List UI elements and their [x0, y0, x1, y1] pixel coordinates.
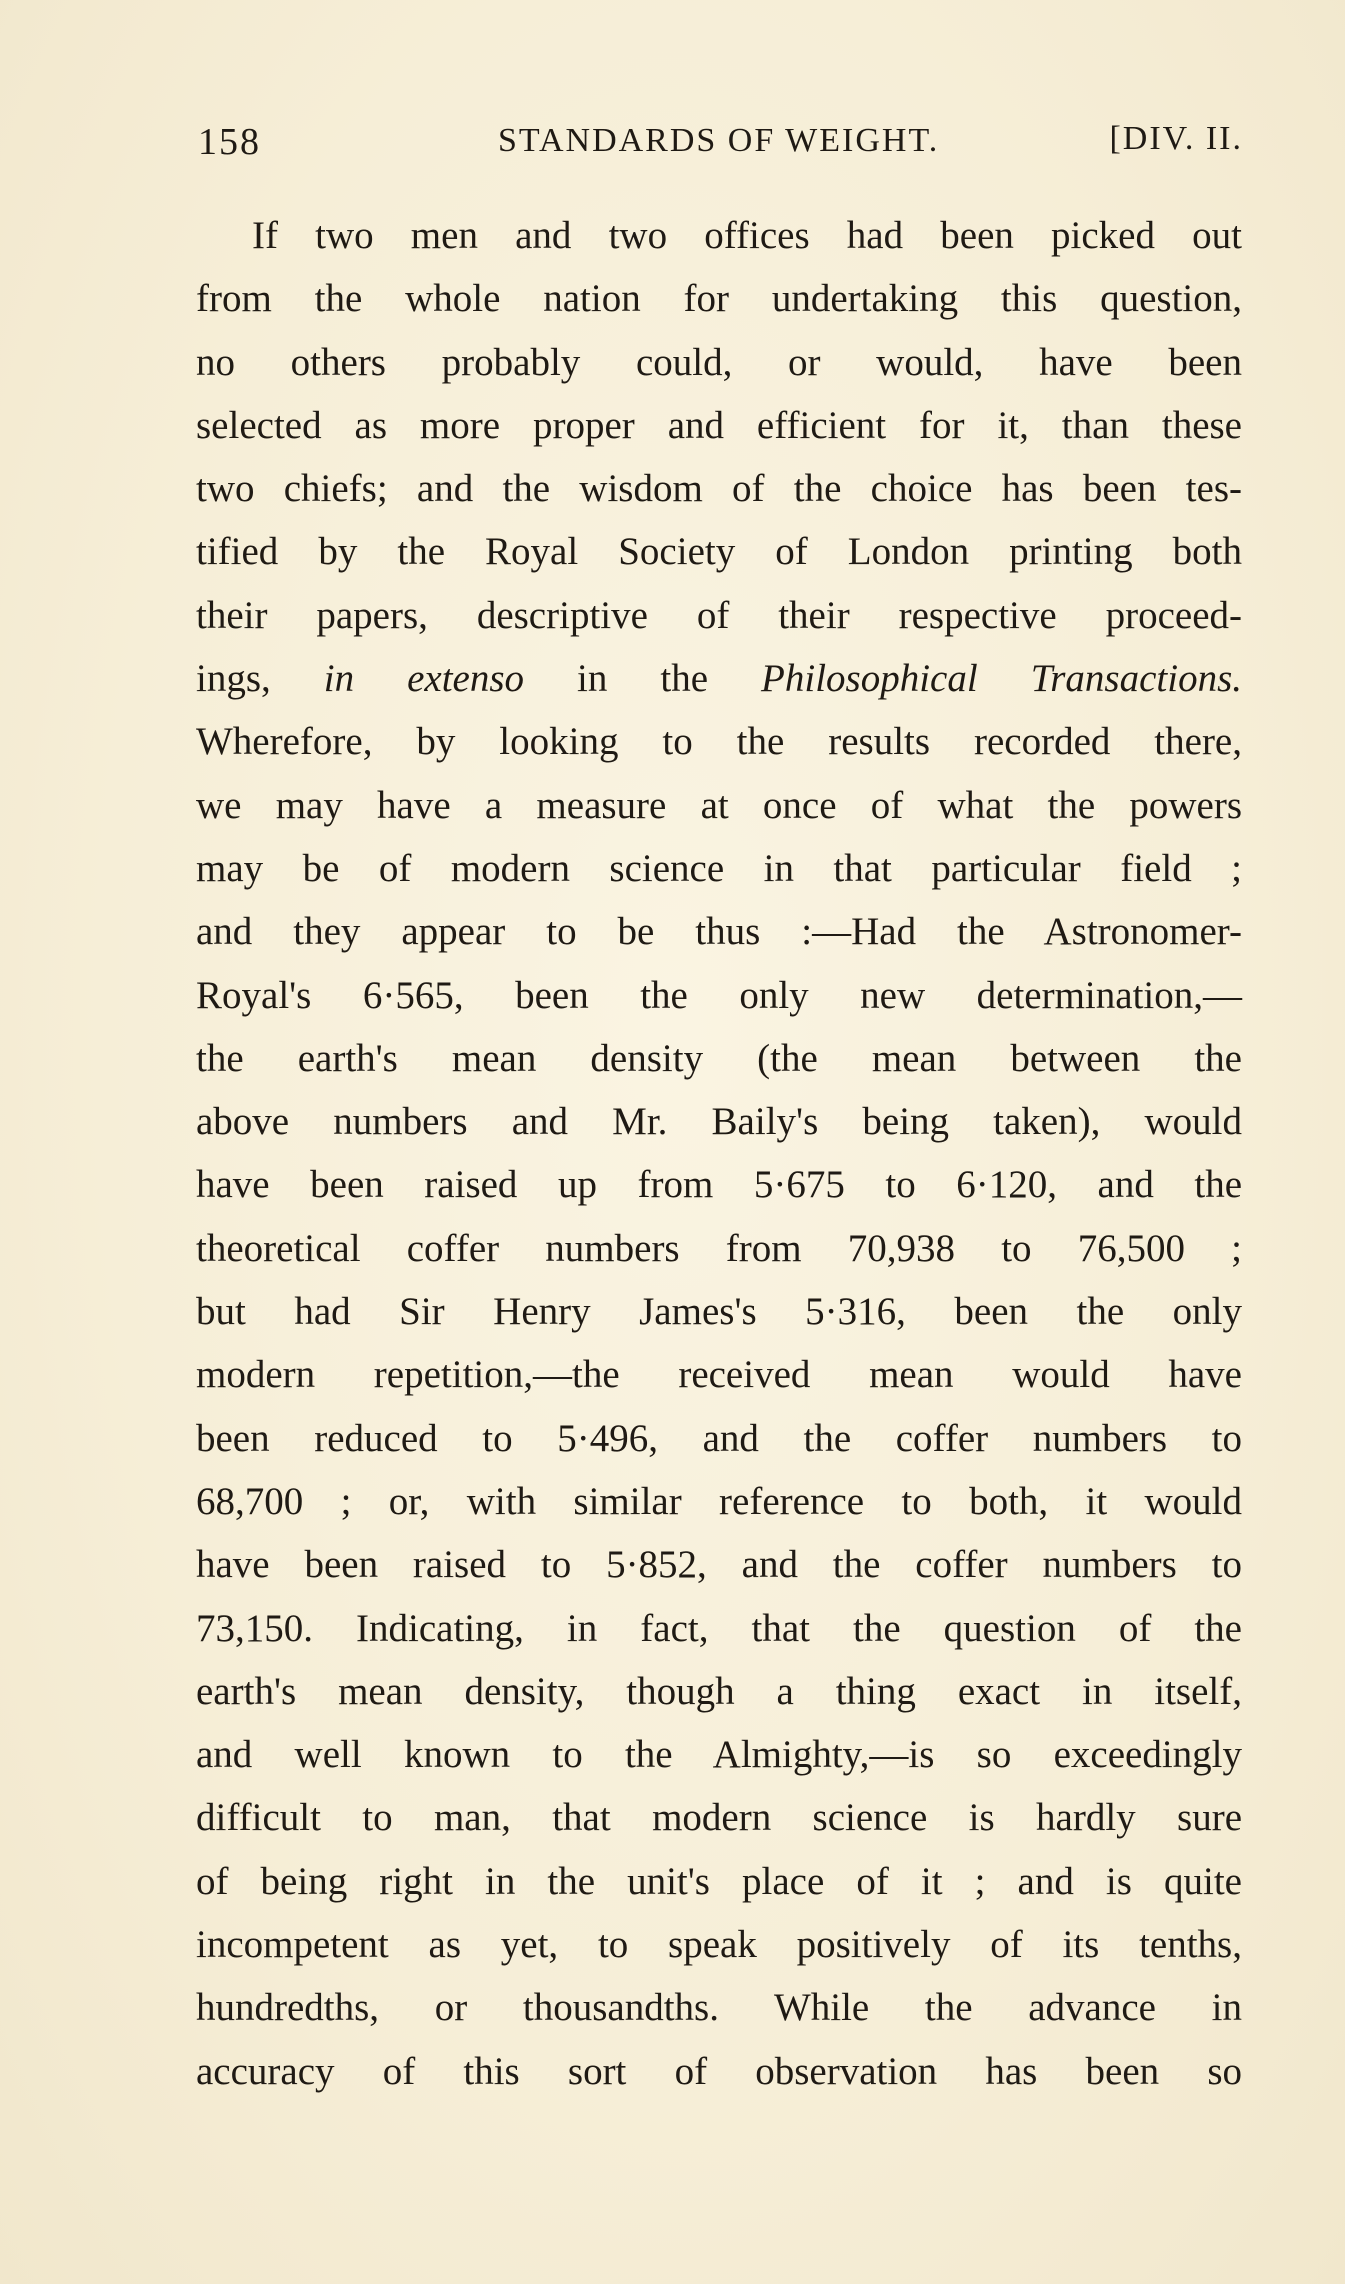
text-line: no others probably could, or would, have been — [196, 340, 1242, 384]
text-line: If two men and two offices had been picked out — [252, 214, 1242, 257]
text-line: earth's mean density, though a thing exact in itself, — [196, 1669, 1242, 1713]
text-line: difficult to man, that modern science is hardly sure — [196, 1796, 1242, 1840]
text-line: accuracy of this sort of observation has been so — [196, 2049, 1242, 2093]
text-line: 68,700 ; or, with similar reference to both, it would — [196, 1479, 1242, 1523]
body-paragraph — [196, 204, 1242, 2103]
text-line: incompetent as yet, to speak positively of its tenths, — [196, 1923, 1242, 1967]
text-line: may be of modern science in that particular field ; — [196, 846, 1242, 890]
page-number: 158 — [198, 121, 261, 163]
text-line: above numbers and Mr. Baily's being taken), would — [196, 1100, 1242, 1144]
text-line: hundredths, or thousandths. While the advance in — [196, 1986, 1242, 2030]
text-line: we may have a measure at once of what the powers — [196, 783, 1242, 827]
text-line: Royal's 6·565, been the only new determination,— — [196, 973, 1242, 1017]
text-line — [196, 647, 1242, 710]
text-line: and they appear to be thus :—Had the Astronomer- — [196, 910, 1242, 954]
division-label: [DIV. II. — [1109, 120, 1243, 157]
text-line: selected as more proper and efficient for it, than these — [196, 403, 1242, 447]
text-line: have been raised up from 5·675 to 6·120, and the — [196, 1163, 1242, 1207]
italic-text: in extenso — [323, 657, 525, 701]
italic-text: Philosophical Transactions. — [761, 657, 1243, 701]
text-line: of being right in the unit's place of it ; and is quite — [196, 1859, 1242, 1903]
text-span: in the — [524, 657, 762, 701]
text-line: but had Sir Henry James's 5·316, been the only — [196, 1290, 1242, 1334]
text-line: the earth's mean density (the mean between the — [196, 1036, 1242, 1080]
text-line: Wherefore, by looking to the results recorded there, — [196, 720, 1242, 764]
text-line: modern repetition,—the received mean would have — [196, 1353, 1242, 1397]
text-line: theoretical coffer numbers from 70,938 to 76,500 ; — [196, 1226, 1242, 1270]
text-line: have been raised to 5·852, and the coffer numbers to — [196, 1543, 1242, 1587]
text-line: been reduced to 5·496, and the coffer numbers to — [196, 1416, 1242, 1460]
page-header — [198, 112, 1243, 168]
running-title: STANDARDS OF WEIGHT. — [498, 122, 940, 159]
text-line: their papers, descriptive of their respective proceed- — [196, 593, 1242, 637]
text-line: from the whole nation for undertaking this question, — [196, 277, 1242, 321]
text-line: and well known to the Almighty,—is so exceedingly — [196, 1733, 1242, 1777]
text-line: two chiefs; and the wisdom of the choice has been tes- — [196, 467, 1242, 511]
text-span: ings, — [196, 657, 324, 701]
text-line: tified by the Royal Society of London printing both — [196, 530, 1242, 574]
text-line: 73,150. Indicating, in fact, that the question of the — [196, 1606, 1242, 1650]
